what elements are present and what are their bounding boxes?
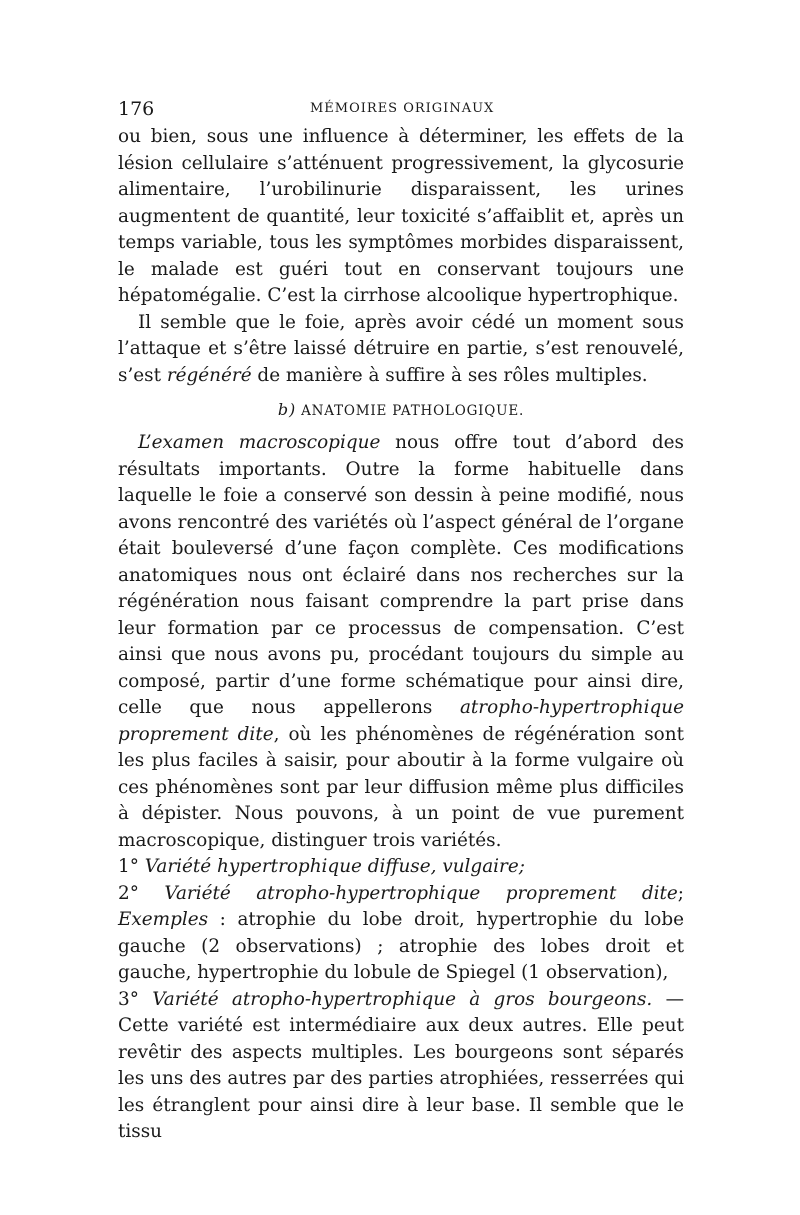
italic-term: régénéré	[166, 364, 252, 386]
body-text	[118, 124, 684, 1146]
italic-term: L’examen macroscopique	[138, 432, 381, 453]
section-heading	[118, 399, 684, 422]
paragraph-1: ou bien, sous une influence à déterminer, les effets de la lésion cellulaire s’atténuent progressivement, la glycosurie alimentaire, l’urobilinurie disparaissent, les urines augmentent de quantité, leur toxicité s’affaiblit et, après un temps variable, tous les symptômes morbides disparaissent, le malade est guéri tout en conservant toujours une hépatomégalie. C’est la cirrhose alcoolique hypertrophique.	[118, 126, 684, 306]
variety-item-3: 3° Variété atropho-hypertrophique à gros bourgeons. — Cette variété est intermédiaire aux deux autres. Elle peut revêtir des aspects multiples. Les bourgeons sont séparés les uns des autres par des parties atrophiées, resserrées qui les étranglent pour ainsi dire à leur base. Il semble que le tissu	[118, 988, 684, 1142]
section-letter: b)	[277, 400, 296, 419]
document-page	[118, 98, 684, 1146]
page-number: 176	[118, 98, 155, 120]
running-head: MÉMOIRES ORIGINAUX	[310, 101, 495, 116]
italic-term: atropho-hypertrophique proprement dite	[118, 697, 684, 745]
page-header	[118, 98, 684, 124]
variety-item-1: 1° Variété hypertrophique diffuse, vulgaire;	[118, 856, 525, 877]
paragraph-3: L’examen macroscopique nous offre tout d’abord des résultats importants. Outre la forme habituelle dans laquelle le foie a conservé son dessin à peine modifié, nous avons rencontré des variétés où l’aspect général de l’organe était bouleversé d’une façon complète. Ces modifications anatomiques nous ont éclairé dans nos recherches sur la régénération nous faisant comprendre la part prise dans leur formation par ce processus de compensation. C’est ainsi que nous avons pu, procédant toujours du simple au composé, partir d’une forme schématique pour ainsi dire, celle que nous appellerons atropho-hypertrophique proprement dite, où les phénomènes de régénération sont les plus faciles à saisir, pour aboutir à la forme vulgaire où ces phénomènes sont par leur diffusion même plus difficiles à dépister. Nous pouvons, à un point de vue purement macroscopique, distinguer trois variétés.	[118, 432, 684, 851]
paragraph-2: Il semble que le foie, après avoir cédé un moment sous l’attaque et s’être laissé détruire en partie, s’est renouvelé, s’est régénéré de manière à suffire à ses rôles multiples.	[118, 311, 684, 386]
variety-item-2: 2° Variété atropho-hypertrophique proprement dite; Exemples : atrophie du lobe droit, hypertrophie du lobe gauche (2 observations) ; atrophie des lobes droit et gauche, hypertrophie du lobule de Spiegel (1 observation),	[118, 882, 684, 983]
section-title: ANATOMIE PATHOLOGIQUE.	[301, 403, 525, 419]
